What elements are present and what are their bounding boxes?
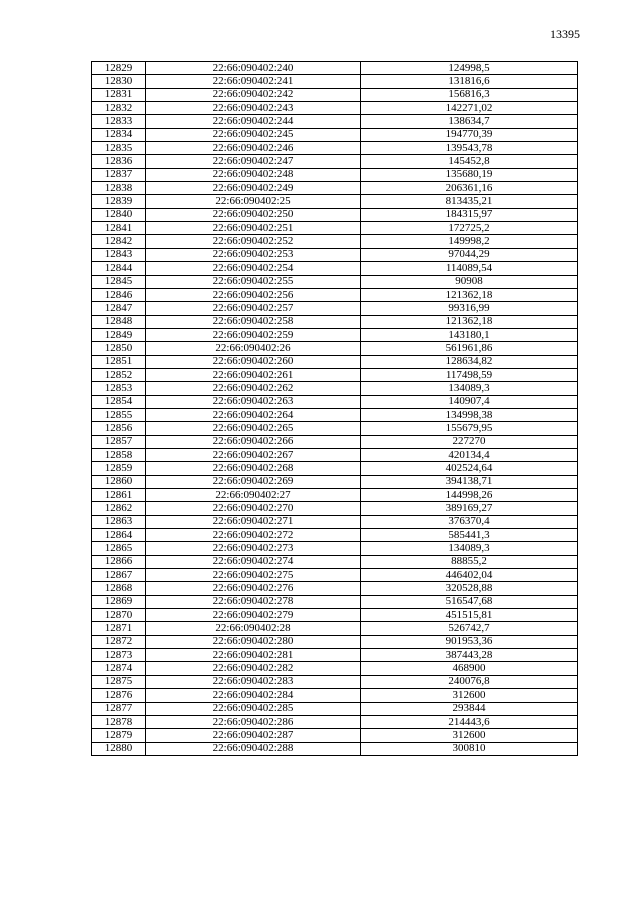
row-number-cell: 12866 (92, 555, 146, 568)
cadastral-number-cell: 22:66:090402:241 (146, 75, 361, 88)
data-table (91, 61, 578, 756)
value-cell: 901953,36 (361, 635, 578, 648)
value-cell: 312600 (361, 729, 578, 742)
cadastral-number-cell: 22:66:090402:267 (146, 448, 361, 461)
table-row (92, 635, 578, 648)
row-number-cell: 12834 (92, 128, 146, 141)
table-row (92, 582, 578, 595)
row-number-cell: 12842 (92, 235, 146, 248)
row-number-cell: 12879 (92, 729, 146, 742)
cadastral-number-cell: 22:66:090402:247 (146, 155, 361, 168)
table-row (92, 288, 578, 301)
value-cell: 227270 (361, 435, 578, 448)
page-number: 13395 (550, 27, 580, 41)
table-row (92, 622, 578, 635)
table-row (92, 75, 578, 88)
value-cell: 300810 (361, 742, 578, 755)
cadastral-number-cell: 22:66:090402:245 (146, 128, 361, 141)
value-cell: 312600 (361, 689, 578, 702)
value-cell: 293844 (361, 702, 578, 715)
cadastral-number-cell: 22:66:090402:255 (146, 275, 361, 288)
row-number-cell: 12867 (92, 569, 146, 582)
table-row (92, 595, 578, 608)
table-row (92, 395, 578, 408)
value-cell: 184315,97 (361, 208, 578, 221)
value-cell: 451515,81 (361, 609, 578, 622)
row-number-cell: 12876 (92, 689, 146, 702)
cadastral-number-cell: 22:66:090402:242 (146, 88, 361, 101)
row-number-cell: 12852 (92, 368, 146, 381)
row-number-cell: 12840 (92, 208, 146, 221)
cadastral-number-cell: 22:66:090402:264 (146, 408, 361, 421)
table-row (92, 662, 578, 675)
cadastral-number-cell: 22:66:090402:286 (146, 715, 361, 728)
cadastral-number-cell: 22:66:090402:279 (146, 609, 361, 622)
cadastral-number-cell: 22:66:090402:252 (146, 235, 361, 248)
row-number-cell: 12831 (92, 88, 146, 101)
value-cell: 214443,6 (361, 715, 578, 728)
row-number-cell: 12859 (92, 462, 146, 475)
value-cell: 134089,3 (361, 382, 578, 395)
value-cell: 121362,18 (361, 288, 578, 301)
row-number-cell: 12848 (92, 315, 146, 328)
value-cell: 585441,3 (361, 529, 578, 542)
row-number-cell: 12877 (92, 702, 146, 715)
table-body (92, 62, 578, 756)
cadastral-number-cell: 22:66:090402:275 (146, 569, 361, 582)
table-row (92, 502, 578, 515)
cadastral-number-cell: 22:66:090402:254 (146, 262, 361, 275)
value-cell: 376370,4 (361, 515, 578, 528)
table-row (92, 569, 578, 582)
cadastral-number-cell: 22:66:090402:256 (146, 288, 361, 301)
value-cell: 526742,7 (361, 622, 578, 635)
row-number-cell: 12871 (92, 622, 146, 635)
value-cell: 121362,18 (361, 315, 578, 328)
table-row (92, 702, 578, 715)
cadastral-number-cell: 22:66:090402:261 (146, 368, 361, 381)
table-row (92, 675, 578, 688)
row-number-cell: 12854 (92, 395, 146, 408)
table-row (92, 435, 578, 448)
table-row (92, 649, 578, 662)
value-cell: 516547,68 (361, 595, 578, 608)
table-row (92, 168, 578, 181)
cadastral-number-cell: 22:66:090402:270 (146, 502, 361, 515)
row-number-cell: 12839 (92, 195, 146, 208)
table-row (92, 88, 578, 101)
cadastral-number-cell: 22:66:090402:269 (146, 475, 361, 488)
table-row (92, 155, 578, 168)
table-row (92, 128, 578, 141)
value-cell: 140907,4 (361, 395, 578, 408)
cadastral-number-cell: 22:66:090402:249 (146, 182, 361, 195)
table-row (92, 235, 578, 248)
value-cell: 149998,2 (361, 235, 578, 248)
value-cell: 813435,21 (361, 195, 578, 208)
row-number-cell: 12861 (92, 489, 146, 502)
cadastral-number-cell: 22:66:090402:244 (146, 115, 361, 128)
table-row (92, 315, 578, 328)
value-cell: 88855,2 (361, 555, 578, 568)
cadastral-number-cell: 22:66:090402:266 (146, 435, 361, 448)
table-row (92, 422, 578, 435)
cadastral-number-cell: 22:66:090402:243 (146, 102, 361, 115)
value-cell: 402524,64 (361, 462, 578, 475)
value-cell: 194770,39 (361, 128, 578, 141)
cadastral-number-cell: 22:66:090402:26 (146, 342, 361, 355)
row-number-cell: 12844 (92, 262, 146, 275)
table-row (92, 515, 578, 528)
row-number-cell: 12858 (92, 448, 146, 461)
value-cell: 128634,82 (361, 355, 578, 368)
value-cell: 138634,7 (361, 115, 578, 128)
value-cell: 206361,16 (361, 182, 578, 195)
cadastral-number-cell: 22:66:090402:251 (146, 222, 361, 235)
cadastral-number-cell: 22:66:090402:258 (146, 315, 361, 328)
table-row (92, 475, 578, 488)
table-row (92, 689, 578, 702)
cadastral-number-cell: 22:66:090402:259 (146, 328, 361, 341)
table-row (92, 208, 578, 221)
cadastral-number-cell: 22:66:090402:284 (146, 689, 361, 702)
cadastral-number-cell: 22:66:090402:262 (146, 382, 361, 395)
value-cell: 145452,8 (361, 155, 578, 168)
value-cell: 124998,5 (361, 62, 578, 75)
cadastral-number-cell: 22:66:090402:276 (146, 582, 361, 595)
value-cell: 446402,04 (361, 569, 578, 582)
value-cell: 131816,6 (361, 75, 578, 88)
row-number-cell: 12847 (92, 302, 146, 315)
cadastral-number-cell: 22:66:090402:263 (146, 395, 361, 408)
cadastral-number-cell: 22:66:090402:248 (146, 168, 361, 181)
cadastral-number-cell: 22:66:090402:274 (146, 555, 361, 568)
value-cell: 240076,8 (361, 675, 578, 688)
value-cell: 134089,3 (361, 542, 578, 555)
value-cell: 144998,26 (361, 489, 578, 502)
cadastral-number-cell: 22:66:090402:280 (146, 635, 361, 648)
row-number-cell: 12855 (92, 408, 146, 421)
row-number-cell: 12843 (92, 248, 146, 261)
table-row (92, 609, 578, 622)
row-number-cell: 12849 (92, 328, 146, 341)
row-number-cell: 12837 (92, 168, 146, 181)
cadastral-number-cell: 22:66:090402:278 (146, 595, 361, 608)
cadastral-number-cell: 22:66:090402:272 (146, 529, 361, 542)
row-number-cell: 12833 (92, 115, 146, 128)
cadastral-number-cell: 22:66:090402:282 (146, 662, 361, 675)
cadastral-number-cell: 22:66:090402:285 (146, 702, 361, 715)
value-cell: 320528,88 (361, 582, 578, 595)
value-cell: 394138,71 (361, 475, 578, 488)
cadastral-number-cell: 22:66:090402:246 (146, 142, 361, 155)
value-cell: 156816,3 (361, 88, 578, 101)
table-row (92, 729, 578, 742)
table-row (92, 195, 578, 208)
table-row (92, 382, 578, 395)
row-number-cell: 12868 (92, 582, 146, 595)
row-number-cell: 12829 (92, 62, 146, 75)
table-row (92, 262, 578, 275)
value-cell: 561961,86 (361, 342, 578, 355)
cadastral-number-cell: 22:66:090402:288 (146, 742, 361, 755)
table-row (92, 248, 578, 261)
value-cell: 134998,38 (361, 408, 578, 421)
row-number-cell: 12872 (92, 635, 146, 648)
row-number-cell: 12875 (92, 675, 146, 688)
table-row (92, 302, 578, 315)
row-number-cell: 12841 (92, 222, 146, 235)
row-number-cell: 12851 (92, 355, 146, 368)
row-number-cell: 12846 (92, 288, 146, 301)
table-row (92, 448, 578, 461)
table-row (92, 555, 578, 568)
row-number-cell: 12878 (92, 715, 146, 728)
table-row (92, 715, 578, 728)
row-number-cell: 12856 (92, 422, 146, 435)
row-number-cell: 12862 (92, 502, 146, 515)
cadastral-number-cell: 22:66:090402:253 (146, 248, 361, 261)
cadastral-number-cell: 22:66:090402:257 (146, 302, 361, 315)
cadastral-number-cell: 22:66:090402:265 (146, 422, 361, 435)
row-number-cell: 12863 (92, 515, 146, 528)
table-row (92, 489, 578, 502)
value-cell: 155679,95 (361, 422, 578, 435)
table-row (92, 102, 578, 115)
value-cell: 387443,28 (361, 649, 578, 662)
row-number-cell: 12857 (92, 435, 146, 448)
row-number-cell: 12880 (92, 742, 146, 755)
row-number-cell: 12864 (92, 529, 146, 542)
value-cell: 114089,54 (361, 262, 578, 275)
table-row (92, 182, 578, 195)
cadastral-number-cell: 22:66:090402:27 (146, 489, 361, 502)
table-row (92, 529, 578, 542)
row-number-cell: 12869 (92, 595, 146, 608)
row-number-cell: 12832 (92, 102, 146, 115)
table-row (92, 275, 578, 288)
table-row (92, 408, 578, 421)
table-row (92, 115, 578, 128)
value-cell: 143180,1 (361, 328, 578, 341)
table-row (92, 368, 578, 381)
table-row (92, 62, 578, 75)
cadastral-number-cell: 22:66:090402:25 (146, 195, 361, 208)
cadastral-number-cell: 22:66:090402:240 (146, 62, 361, 75)
cadastral-number-cell: 22:66:090402:287 (146, 729, 361, 742)
cadastral-number-cell: 22:66:090402:28 (146, 622, 361, 635)
row-number-cell: 12860 (92, 475, 146, 488)
table-row (92, 342, 578, 355)
cadastral-number-cell: 22:66:090402:260 (146, 355, 361, 368)
table-row (92, 742, 578, 755)
row-number-cell: 12874 (92, 662, 146, 675)
row-number-cell: 12845 (92, 275, 146, 288)
value-cell: 99316,99 (361, 302, 578, 315)
table-row (92, 542, 578, 555)
cadastral-number-cell: 22:66:090402:273 (146, 542, 361, 555)
value-cell: 117498,59 (361, 368, 578, 381)
table-row (92, 328, 578, 341)
row-number-cell: 12838 (92, 182, 146, 195)
cadastral-number-cell: 22:66:090402:271 (146, 515, 361, 528)
row-number-cell: 12836 (92, 155, 146, 168)
table-row (92, 142, 578, 155)
value-cell: 135680,19 (361, 168, 578, 181)
table-row (92, 222, 578, 235)
value-cell: 139543,78 (361, 142, 578, 155)
value-cell: 142271,02 (361, 102, 578, 115)
row-number-cell: 12830 (92, 75, 146, 88)
row-number-cell: 12865 (92, 542, 146, 555)
cadastral-number-cell: 22:66:090402:283 (146, 675, 361, 688)
cadastral-number-cell: 22:66:090402:281 (146, 649, 361, 662)
row-number-cell: 12850 (92, 342, 146, 355)
value-cell: 90908 (361, 275, 578, 288)
cadastral-number-cell: 22:66:090402:250 (146, 208, 361, 221)
table-row (92, 355, 578, 368)
value-cell: 172725,2 (361, 222, 578, 235)
row-number-cell: 12853 (92, 382, 146, 395)
value-cell: 420134,4 (361, 448, 578, 461)
value-cell: 389169,27 (361, 502, 578, 515)
cadastral-number-cell: 22:66:090402:268 (146, 462, 361, 475)
row-number-cell: 12870 (92, 609, 146, 622)
value-cell: 468900 (361, 662, 578, 675)
row-number-cell: 12873 (92, 649, 146, 662)
table-row (92, 462, 578, 475)
row-number-cell: 12835 (92, 142, 146, 155)
value-cell: 97044,29 (361, 248, 578, 261)
